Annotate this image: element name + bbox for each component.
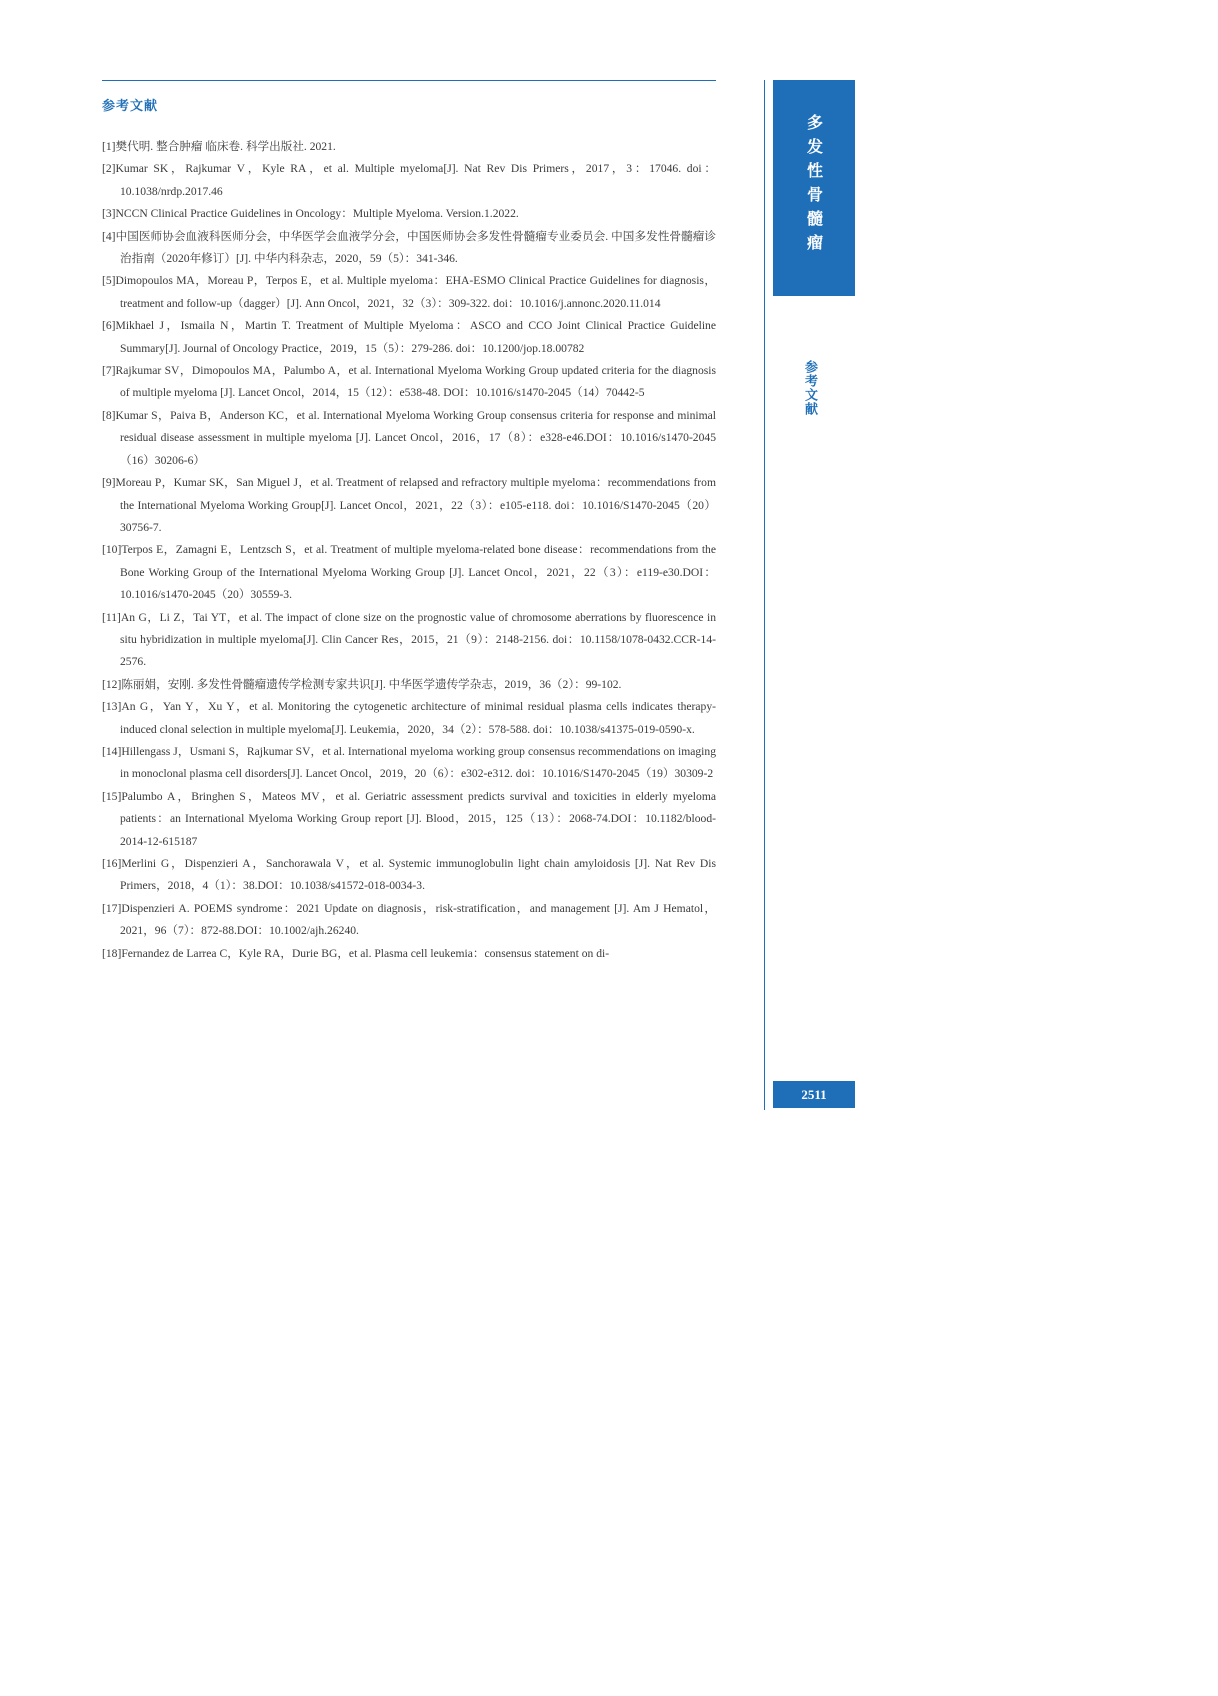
reference-item: [11]An G，Li Z，Tai YT，et al. The impact of clone size on the prognostic value of chromosome aberrations by fluorescence in situ hybridization in multiple myeloma[J]. Clin Cancer Res，2015，21（9）：2148-2156. doi：10.1158/1078-0432.CCR-14-2576. — [102, 610, 716, 669]
top-rule — [102, 80, 716, 81]
reference-item: [4]中国医师协会血液科医师分会，中华医学会血液学分会，中国医师协会多发性骨髓瘤专业委员会. 中国多发性骨髓瘤诊治指南（2020年修订）[J]. 中华内科杂志，2020，59（5）：341-346. — [102, 229, 716, 266]
reference-item: [17]Dispenzieri A. POEMS syndrome：2021 Update on diagnosis，risk-stratification，and management [J]. Am J Hematol，2021，96（7）：872-88.DOI：10.1002/ajh.26240. — [102, 901, 716, 938]
reference-item: [18]Fernandez de Larrea C，Kyle RA，Durie BG，et al. Plasma cell leukemia：consensus statement on di- — [102, 946, 610, 960]
reference-item: [1]樊代明. 整合肿瘤 临床卷. 科学出版社. 2021. — [102, 140, 336, 153]
page-number: 2511 — [773, 1081, 855, 1108]
section-side-label: 参考文献 — [802, 360, 817, 416]
reference-list — [102, 136, 716, 965]
reference-item: [16]Merlini G，Dispenzieri A，Sanchorawala V，et al. Systemic immunoglobulin light chain amyloidosis [J]. Nat Rev Dis Primers，2018，4（1）：38.DOI：10.1038/s41572-018-0034-3. — [102, 857, 716, 893]
reference-item: [13]An G，Yan Y，Xu Y，et al. Monitoring the cytogenetic architecture of minimal residual plasma cells indicates therapy-induced clonal selection in multiple myeloma[J]. Leukemia，2020，34（2）：578-588. doi：10.1038/s41375-019-0590-x. — [102, 700, 716, 736]
reference-item: [8]Kumar S，Paiva B，Anderson KC，et al. International Myeloma Working Group consensus criteria for response and minimal residual disease assessment in multiple myeloma [J]. Lancet Oncol，2016，17（8）：e328-e46.DOI：10.1016/s1470-2045（16）30206-6） — [102, 408, 716, 467]
reference-item: [7]Rajkumar SV，Dimopoulos MA，Palumbo A，et al. International Myeloma Working Group updated criteria for the diagnosis of multiple myeloma [J]. Lancet Oncol，2014，15（12）：e538-48. DOI：10.1016/s1470-2045（14）70442-5 — [102, 364, 716, 400]
reference-item: [10]Terpos E，Zamagni E，Lentzsch S，et al. Treatment of multiple myeloma-related bone disease：recommendations from the Bone Working Group of the International Myeloma Working Group [J]. Lancet Oncol，2021，22（3）：e119-e30.DOI：10.1016/s1470-2045（20）30559-3. — [102, 543, 716, 602]
reference-item: [14]Hillengass J，Usmani S，Rajkumar SV，et al. International myeloma working group consensus recommendations on imaging in monoclonal plasma cell disorders[J]. Lancet Oncol，2019，20（6）：e302-e312. doi：10.1016/S1470-2045（19）30309-2 — [102, 744, 716, 781]
margin-rule — [764, 80, 765, 1110]
chapter-tab-title: 多发性骨髓瘤 — [804, 114, 824, 258]
reference-item: [9]Moreau P，Kumar SK，San Miguel J，et al. Treatment of relapsed and refractory multiple myeloma：recommendations from the International Myeloma Working Group[J]. Lancet Oncol，2021，22（3）：e105-e118. doi：10.1016/S1470-2045（20）30756-7. — [102, 476, 716, 534]
chapter-tab — [773, 80, 855, 296]
section-heading: 参考文献 — [102, 99, 159, 114]
reference-item: [6]Mikhael J，Ismaila N，Martin T. Treatment of Multiple Myeloma：ASCO and CCO Joint Clinical Practice Guideline Summary[J]. Journal of Oncology Practice，2019，15（5）：279-286. doi：10.1200/jop.18.00782 — [102, 319, 716, 355]
reference-item: [12]陈丽娟，安刚. 多发性骨髓瘤遗传学检测专家共识[J]. 中华医学遗传学杂志，2019，36（2）：99-102. — [102, 677, 622, 691]
reference-item: [15]Palumbo A，Bringhen S，Mateos MV，et al. Geriatric assessment predicts survival and toxicities in elderly myeloma patients：an International Myeloma Working Group report [J]. Blood，2015，125（13）：2068-74.DOI：10.1182/blood-2014-12-615187 — [102, 789, 716, 848]
reference-item: [2]Kumar SK，Rajkumar V，Kyle RA，et al. Multiple myeloma[J]. Nat Rev Dis Primers，2017，3：17046. doi：10.1038/nrdp.2017.46 — [102, 162, 716, 198]
reference-item: [5]Dimopoulos MA，Moreau P，Terpos E，et al. Multiple myeloma：EHA-ESMO Clinical Practice Guidelines for diagnosis，treatment and follow-up（dagger）[J]. Ann Oncol，2021，32（3）：309-322. doi：10.1016/j.annonc.2020.11.014 — [102, 274, 716, 310]
reference-item: [3]NCCN Clinical Practice Guidelines in Oncology：Multiple Myeloma. Version.1.2022. — [102, 207, 519, 221]
